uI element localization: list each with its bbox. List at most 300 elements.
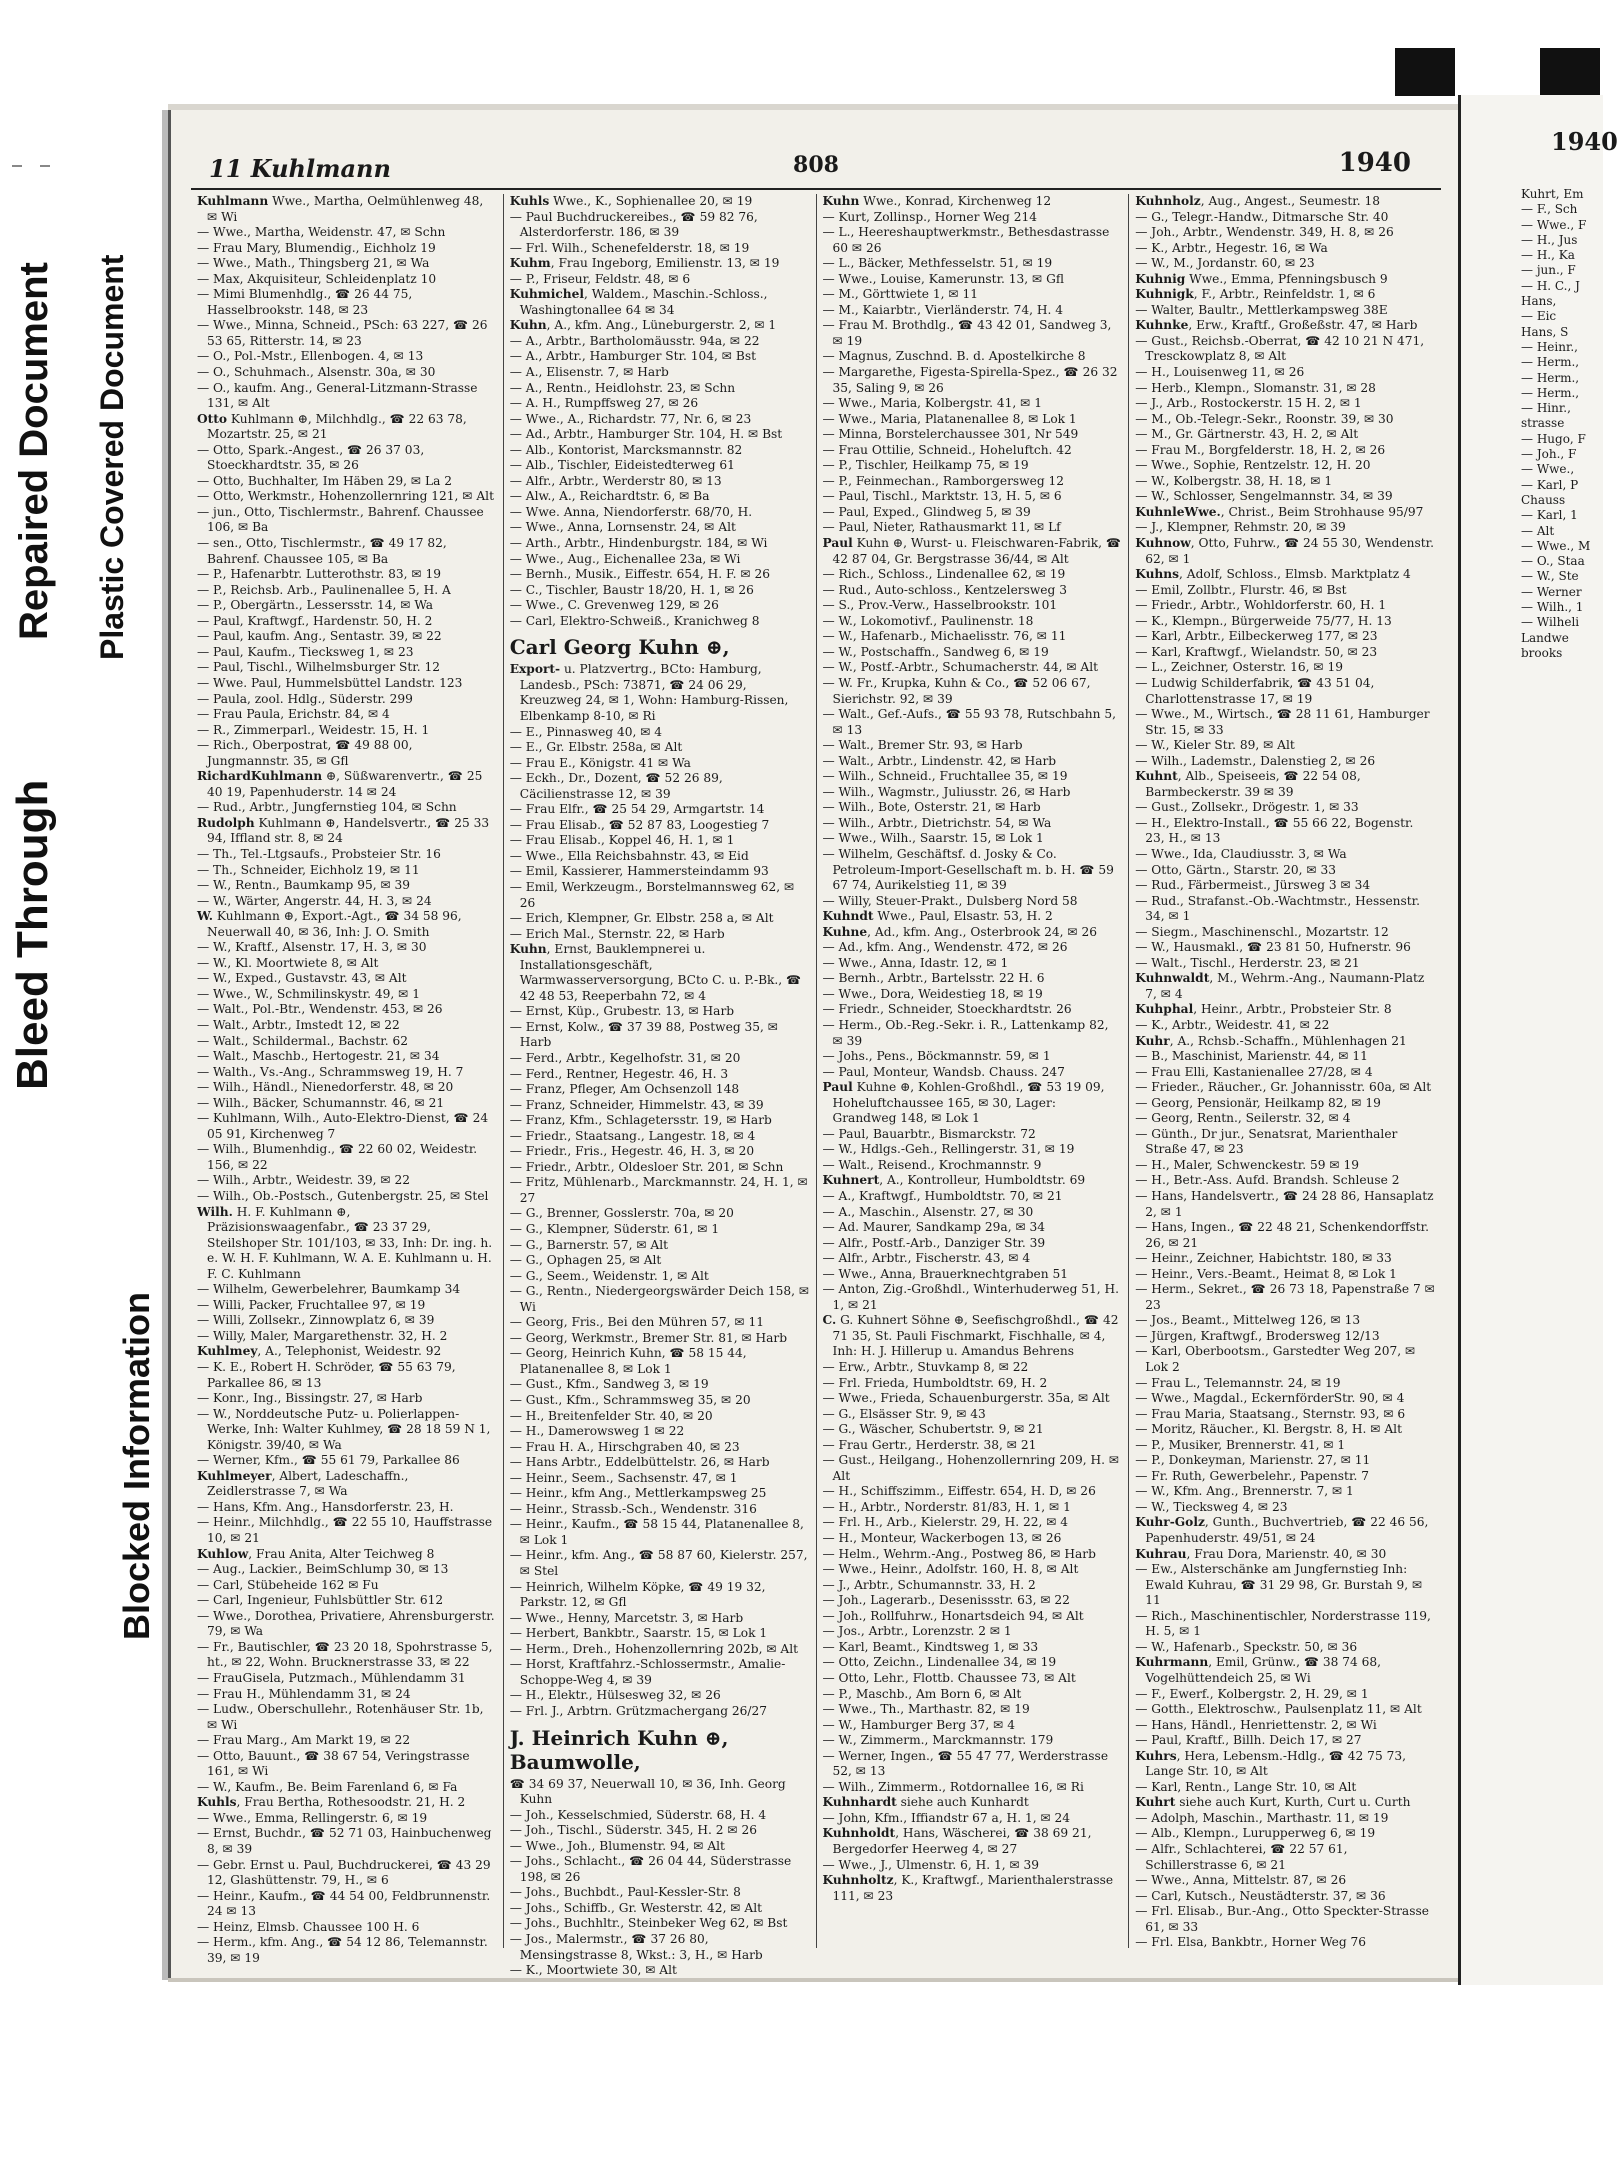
directory-entry: — Walt., Bremer Str. 93, ✉ Harb (822, 738, 1023, 753)
adjacent-page-line: — Wilh., 1 (1521, 600, 1584, 615)
directory-entry: — Frau H. A., Hirschgraben 40, ✉ 23 (509, 1439, 740, 1454)
directory-entry: — W., Hafenarb., Michaelisstr. 76, ✉ 11 (822, 629, 1067, 644)
adjacent-page-line: — Herm., (1521, 355, 1580, 370)
directory-entry: — Friedr., Fris., Hegestr. 46, H. 3, ✉ 20 (509, 1144, 755, 1159)
directory-entry: — Otto, Bauunt., ☎ 38 67 54, Veringstrasse 161, ✉ Wi (197, 1748, 470, 1779)
directory-entry: — Mimi Blumenhdlg., ☎ 26 44 75, Hasselbrookstr. 148, ✉ 23 (197, 287, 413, 317)
directory-entry: — Ew., Alsterschänke am Jungfernstieg Inh: Ewald Kuhrau, ☎ 31 29 98, Gr. Burstah 9, ✉ 11 (1135, 1562, 1423, 1608)
directory-entry: — P., Hafenarbtr. Lutterothstr. 83, ✉ 19 (197, 567, 442, 582)
directory-entry: — Max, Akquisiteur, Schleidenplatz 10 (197, 271, 437, 286)
directory-entry: — Magnus, Zuschnd. B. d. Apostelkirche 8 (822, 349, 1086, 364)
directory-entry: — Wilh., Arbtr., Weidestr. 39, ✉ 22 (197, 1173, 410, 1188)
directory-entry: — Otto, Buchhalter, Im Häben 29, ✉ La 2 (197, 473, 452, 488)
directory-entry: — Herbert, Bankbtr., Saarstr. 15, ✉ Lok 1 (509, 1626, 768, 1641)
directory-entry: — Alfr., Postf.-Arb., Danziger Str. 39 (822, 1235, 1046, 1250)
directory-entry: — Herm., Dreh., Hohenzollernring 202b, ✉ Alt (509, 1641, 799, 1656)
directory-entry: — W., Kolbergstr. 38, H. 18, ✉ 1 (1135, 473, 1333, 488)
directory-entry: — O., Schuhmach., Alsenstr. 30a, ✉ 30 (197, 365, 436, 380)
directory-entry: — Minna, Borstelerchaussee 301, Nr 549 (822, 427, 1079, 442)
directory-entry: — P., Maschb., Am Born 6, ✉ Alt (822, 1686, 1022, 1701)
directory-entry: — A., Rentn., Heidlohstr. 23, ✉ Schn (509, 380, 736, 395)
directory-entry: KuhnleWwe., Christ., Beim Strohhause 95/97 (1135, 504, 1424, 519)
directory-entry: — Heinr., Zeichner, Habichtstr. 180, ✉ 33 (1135, 1251, 1392, 1266)
directory-entry: Kuhls, Frau Bertha, Rothesoodstr. 21, H. 2 (197, 1795, 466, 1810)
directory-entry: — Wwe., Wilh., Saarstr. 15, ✉ Lok 1 (822, 831, 1044, 846)
directory-entry: — Jos., Malermstr., ☎ 37 26 80, Mensingstrasse 8, Wkst.: 3, H., ✉ Harb (509, 1931, 763, 1962)
directory-entry: — M., Ob.-Telegr.-Sekr., Roonstr. 39, ✉ 30 (1135, 411, 1394, 426)
directory-entry: — Siegm., Maschinenschl., Mozartstr. 12 (1135, 924, 1389, 939)
directory-entry: — Wwe., Dora, Weidestieg 18, ✉ 19 (822, 986, 1043, 1001)
directory-entry: — K., Arbtr., Hegestr. 16, ✉ Wa (1135, 240, 1328, 255)
directory-entry: Kuhn, Ernst, Bauklempnerei u. Installationsgeschäft, Warmwasserversorgung, BCto C. u. P.-Bk., ☎ 42 48 53, Reeperbahn 72, ✉ 4 (509, 942, 802, 1003)
directory-entry: — E., Pinnasweg 40, ✉ 4 (509, 724, 663, 739)
directory-entry: — Frau Elli, Kastanienallee 27/28, ✉ 4 (1135, 1064, 1373, 1079)
directory-entry: — sen., Otto, Tischlermstr., ☎ 49 17 82, Bahrenf. Chaussee 105, ✉ Ba (197, 536, 447, 566)
directory-entry: Rudolph Kuhlmann ⊕, Handelsvertr., ☎ 25 33 94, Iffland str. 8, ✉ 24 (197, 815, 490, 846)
directory-entry: Kuhnow, Otto, Fuhrw., ☎ 24 55 30, Wendenstr. 62, ✉ 1 (1135, 536, 1435, 566)
directory-entry: — W., Hausmakl., ☎ 23 81 50, Hufnerstr. 96 (1135, 940, 1411, 955)
directory-entry: — Wwe., M., Wirtsch., ☎ 28 11 61, Hamburger Str. 15, ✉ 33 (1135, 707, 1430, 737)
directory-entry: — Ernst, Kolw., ☎ 37 39 88, Postweg 35, ✉ Harb (509, 1019, 778, 1050)
directory-entry: — M., Kaiarbtr., Vierländerstr. 74, H. 4 (822, 302, 1063, 317)
directory-entry: — Wilh., Arbtr., Dietrichstr. 54, ✉ Wa (822, 815, 1052, 830)
directory-entry: — Herb., Klempn., Slomanstr. 31, ✉ 28 (1135, 380, 1376, 395)
directory-entry: Kuhnholdt, Hans, Wäscherei, ☎ 38 69 21, Bergedorfer Heerweg 4, ✉ 27 (822, 1826, 1092, 1856)
directory-entry: RichardKuhlmann ⊕, Süßwarenvertr., ☎ 25 40 19, Papenhuderstr. 14 ✉ 24 (197, 769, 483, 799)
directory-entry: — Ludw., Oberschullehr., Rotenhäuser Str. 1b, ✉ Wi (197, 1702, 484, 1732)
directory-entry: Kuhphal, Heinr., Arbtr., Probsteier Str. 8 (1135, 1002, 1392, 1017)
directory-entry: — Rich., Oberpostrat, ☎ 49 88 00, Jungmannstr. 35, ✉ Gfl (197, 738, 413, 768)
directory-entry: — Hans, Kfm. Ang., Hansdorferstr. 23, H. (197, 1499, 454, 1514)
header-year: 1940 (1338, 148, 1411, 178)
directory-entry: — C., Tischler, Baustr 18/20, H. 1, ✉ 26 (509, 582, 754, 597)
directory-entry: — P., Feinmechan., Ramborgersweg 12 (822, 473, 1065, 488)
directory-entry: — Willi, Packer, Fruchtallee 97, ✉ 19 (197, 1297, 426, 1312)
directory-entry: — P., Donkeyman, Marienstr. 27, ✉ 11 (1135, 1453, 1371, 1468)
directory-entry: — Rud., Färbermeist., Jürsweg 3 ✉ 34 (1135, 878, 1371, 893)
directory-entry: — Wwe., Ella Reichsbahnstr. 43, ✉ Eid (509, 848, 749, 863)
directory-entry: — Alfr., Arbtr., Werderstr 80, ✉ 13 (509, 473, 722, 488)
directory-entry: Kuhne, Ad., kfm. Ang., Osterbrook 24, ✉ 26 (822, 924, 1098, 939)
directory-entry: — Carl, Elektro-Schweiß., Kranichweg 8 (509, 613, 760, 628)
directory-entry-highlight: Carl Georg Kuhn ⊕, (509, 635, 730, 660)
directory-entry: — W. Fr., Krupka, Kuhn & Co., ☎ 52 06 67, Sierichstr. 92, ✉ 39 (822, 675, 1091, 706)
directory-entry: — Jos., Arbtr., Lorenzstr. 2 ✉ 1 (822, 1624, 1012, 1639)
directory-entry: — Frau Marg., Am Markt 19, ✉ 22 (197, 1733, 411, 1748)
directory-entry: — Helm., Wehrm.-Ang., Postweg 86, ✉ Harb (822, 1546, 1096, 1561)
directory-entry: — K., Klempn., Bürgerweide 75/77, H. 13 (1135, 613, 1392, 628)
directory-entry: — Paul, Kaufm., Tiecksweg 1, ✉ 23 (197, 644, 414, 659)
directory-column-1 (191, 194, 504, 1965)
directory-entry: — S., Prov.-Verw., Hasselbrookstr. 101 (822, 598, 1058, 613)
directory-entry: — Gust., Zollsekr., Drögestr. 1, ✉ 33 (1135, 800, 1359, 815)
directory-entry: — Erich, Klempner, Gr. Elbstr. 258 a, ✉ Alt (509, 911, 774, 926)
directory-entry: — Wwe., Anna, Brauerknechtgraben 51 (822, 1266, 1068, 1281)
directory-entry: — W., Kaufm., Be. Beim Farenland 6, ✉ Fa (197, 1779, 458, 1794)
directory-entry: Kuhlmann Wwe., Martha, Oelmühlenweg 48, ✉ Wi (197, 194, 484, 224)
directory-entry: — Wwe., Anna, Mittelstr. 87, ✉ 26 (1135, 1873, 1347, 1888)
adjacent-page-line: — Alt (1521, 523, 1555, 538)
directory-entry: Paul Kuhn ⊕, Wurst- u. Fleischwaren-Fabrik, ☎ 42 87 04, Gr. Bergstrasse 36/44, ✉ Alt (822, 536, 1122, 566)
directory-entry: — J., Klempner, Rehmstr. 20, ✉ 39 (1135, 520, 1346, 535)
directory-entry: — Wwe., J., Ulmenstr. 6, H. 1, ✉ 39 (822, 1857, 1040, 1872)
directory-entry: — W., Kraftf., Alsenstr. 17, H. 3, ✉ 30 (197, 940, 427, 955)
directory-entry: — Wilh., Ob.-Postsch., Gutenbergstr. 25, ✉ Stel (197, 1189, 489, 1203)
directory-entry: — K., Moortwiete 30, ✉ Alt (509, 1963, 677, 1978)
directory-entry: — Johs., Schlacht., ☎ 26 04 44, Süderstrasse 198, ✉ 26 (509, 1854, 792, 1884)
directory-entry: — Paul, Tischl., Marktstr. 13, H. 5, ✉ 6 (822, 489, 1062, 504)
directory-entry: — Heinr., Vers.-Beamt., Heimat 8, ✉ Lok 1 (1135, 1266, 1397, 1281)
directory-entry: — Wilh., Zimmerm., Rotdornallee 16, ✉ Ri (822, 1779, 1084, 1794)
directory-entry: — Johs., Pens., Böckmannstr. 59, ✉ 1 (822, 1049, 1051, 1064)
directory-entry: — Otto, Gärtn., Starstr. 20, ✉ 33 (1135, 862, 1336, 877)
directory-entry: — Werner, Ingen., ☎ 55 47 77, Werderstrasse 52, ✉ 13 (822, 1748, 1109, 1779)
directory-entry: Kuhnholz, Aug., Angest., Seumestr. 18 (1135, 194, 1381, 208)
directory-entry: — Walt., Arbtr., Imstedt 12, ✉ 22 (197, 1017, 400, 1032)
directory-entry: — Wwe., Maria, Kolbergstr. 41, ✉ 1 (822, 396, 1042, 411)
directory-entry: — A. H., Rumpffsweg 27, ✉ 26 (509, 396, 699, 411)
directory-entry: Kuhnwaldt, M., Wehrm.-Ang., Naumann-Platz 7, ✉ 4 (1135, 971, 1425, 1001)
directory-entry: — Erw., Arbtr., Stuvkamp 8, ✉ 22 (822, 1360, 1029, 1375)
directory-entry: Kuhns, Adolf, Schloss., Elmsb. Marktplatz 4 (1135, 567, 1411, 582)
directory-entry: — Alb., Kontorist, Marcksmannstr. 82 (509, 442, 743, 457)
directory-entry: — P., Musiker, Brennerstr. 41, ✉ 1 (1135, 1437, 1346, 1452)
scanned-page (168, 110, 1461, 1980)
directory-entry: Kuhn Wwe., Konrad, Kirchenweg 12 (822, 194, 1052, 208)
directory-entry: — Gotth., Elektroschw., Paulsenplatz 11, ✉ Alt (1135, 1702, 1422, 1717)
directory-entry: — Fr. Ruth, Gewerbelehr., Papenstr. 7 (1135, 1468, 1369, 1483)
directory-entry: — J., Arbtr., Schumannstr. 33, H. 2 (822, 1577, 1036, 1592)
directory-entry: — E., Gr. Elbstr. 258a, ✉ Alt (509, 740, 683, 755)
directory-entry: — Frau Mary, Blumendig., Eichholz 19 (197, 240, 436, 255)
directory-entry: — jun., Otto, Tischlermstr., Bahrenf. Chaussee 106, ✉ Ba (197, 504, 484, 535)
directory-entry: — Rud., Auto-schloss., Kentzelersweg 3 (822, 582, 1067, 597)
directory-entry: — Friedr., Schneider, Stoeckhardtstr. 26 (822, 1002, 1072, 1017)
directory-entry: — Paul, Bauarbtr., Bismarckstr. 72 (822, 1126, 1036, 1141)
directory-entry: — Georg, Fris., Bei den Mühren 57, ✉ 11 (509, 1315, 764, 1330)
directory-entry: — W., Hafenarb., Speckstr. 50, ✉ 36 (1135, 1639, 1358, 1654)
directory-entry: Kuhnert, A., Kontrolleur, Humboldtstr. 69 (822, 1173, 1086, 1188)
header-page-number: 808 (793, 152, 839, 178)
directory-entry: — Jos., Beamt., Mittelweg 126, ✉ 13 (1135, 1313, 1361, 1328)
directory-entry: — A., Maschin., Alsenstr. 27, ✉ 30 (822, 1204, 1034, 1219)
directory-entry: — Otto, Lehr., Flottb. Chaussee 73, ✉ Alt (822, 1670, 1076, 1685)
directory-entry: — P., Reichsb. Arb., Paulinenallee 5, H. A (197, 582, 451, 597)
directory-entry: — Günth., Dr jur., Senatsrat, Marienthaler Straße 47, ✉ 23 (1135, 1126, 1398, 1157)
directory-entry: Kuhls Wwe., K., Sophienallee 20, ✉ 19 (509, 194, 753, 208)
directory-entry: — Frau Elisab., ☎ 52 87 83, Loogestieg 7 (509, 817, 770, 832)
directory-entry: — Wwe., Th., Marthastr. 82, ✉ 19 (822, 1702, 1030, 1717)
adjacent-page-line: Kuhrt, Em (1521, 187, 1584, 201)
directory-entry: Kuhlmey, A., Telephonist, Weidestr. 92 (197, 1344, 442, 1359)
directory-entry: — Margarethe, Figesta-Spirella-Spez., ☎ 26 32 35, Saling 9, ✉ 26 (822, 365, 1118, 395)
label-repaired-document: Repaired Document (12, 262, 56, 640)
directory-entry: — Aug., Lackier., BeimSchlump 30, ✉ 13 (197, 1562, 449, 1577)
directory-entry: — Carl, Kutsch., Neustädterstr. 37, ✉ 36 (1135, 1888, 1386, 1903)
directory-entry: — Friedr., Staatsang., Langestr. 18, ✉ 4 (509, 1128, 756, 1143)
directory-entry: — Carl, Ingenieur, Fuhlsbüttler Str. 612 (197, 1593, 444, 1608)
directory-entry: — W., Wärter, Angerstr. 44, H. 3, ✉ 24 (197, 893, 432, 908)
directory-entry: — Wilh., Bäcker, Schumannstr. 46, ✉ 21 (197, 1095, 445, 1110)
directory-entry: — Georg, Heinrich Kuhn, ☎ 58 15 44, Platanenallee 8, ✉ Lok 1 (509, 1346, 747, 1376)
directory-entry: — Kurt, Zollinsp., Horner Weg 214 (822, 209, 1037, 224)
directory-entry: — Wilhelm, Geschäftsf. d. Josky & Co. Petroleum-Import-Gesellschaft m. b. H. ☎ 59 67 74, Aurikelstieg 11, ✉ 39 (822, 846, 1114, 893)
directory-entry: — Heinr., Seem., Sachsenstr. 47, ✉ 1 (509, 1470, 738, 1485)
directory-entry: — Frl. Elisab., Bur.-Ang., Otto Speckter-Strasse 61, ✉ 33 (1135, 1904, 1429, 1934)
directory-entry: — W., Schlosser, Sengelmannstr. 34, ✉ 39 (1135, 489, 1393, 504)
directory-entry: — Johs., Buchhltr., Steinbeker Weg 62, ✉ Bst (509, 1916, 788, 1931)
directory-entry: — Wwe., Anna, Idastr. 12, ✉ 1 (822, 955, 1009, 970)
directory-entry: Kuhn, A., kfm. Ang., Lüneburgerstr. 2, ✉ 1 (509, 318, 777, 333)
adjacent-page-line: — Wwe., F (1521, 217, 1587, 232)
directory-entry: — Wwe., Louise, Kamerunstr. 13, ✉ Gfl (822, 271, 1065, 286)
directory-entry: — Georg, Rentn., Seilerstr. 32, ✉ 4 (1135, 1111, 1351, 1126)
directory-entry: — G., Barnerstr. 57, ✉ Alt (509, 1237, 668, 1252)
directory-entry: — Frau M. Brothdlg., ☎ 43 42 01, Sandweg 3, ✉ 19 (822, 318, 1112, 348)
blocked-corner (1395, 48, 1455, 96)
directory-entry: — Frau Elisab., Koppel 46, H. 1, ✉ 1 (509, 833, 735, 848)
directory-entry: — Frau Maria, Staatsang., Sternstr. 93, ✉ 6 (1135, 1406, 1406, 1421)
directory-entry: Otto Kuhlmann ⊕, Milchhdlg., ☎ 22 63 78, Mozartstr. 25, ✉ 21 (197, 411, 467, 442)
directory-entry: W. Kuhlmann ⊕, Export.-Agt., ☎ 34 58 96, Neuerwall 40, ✉ 36, Inh: J. O. Smith (197, 909, 462, 939)
directory-entry: — Wwe., C. Grevenweg 129, ✉ 26 (509, 598, 719, 613)
directory-entry: — Gebr. Ernst u. Paul, Buchdruckerei, ☎ 43 29 12, Glashüttenstr. 79, H., ✉ 6 (197, 1857, 491, 1888)
adjacent-page-line: — Heinr., (1521, 339, 1578, 354)
directory-entry: — G., Telegr.-Handw., Ditmarsche Str. 40 (1135, 209, 1389, 224)
adjacent-page-line: strasse (1521, 416, 1565, 431)
adjacent-page-line: Landwe (1521, 630, 1569, 645)
directory-entry: — Th., Schneider, Eichholz 19, ✉ 11 (197, 862, 420, 877)
directory-entry: Kuhnholtz, K., Kraftwgf., Marienthalerstrasse 111, ✉ 23 (822, 1873, 1114, 1903)
directory-entry: — H., Breitenfelder Str. 40, ✉ 20 (509, 1408, 713, 1423)
directory-entry: — W., Lokomotivf., Paulinenstr. 18 (822, 613, 1034, 628)
directory-entry: ☎ 34 69 37, Neuerwall 10, ✉ 36, Inh. Georg Kuhn (509, 1776, 786, 1807)
directory-entry: — M., Görttwiete 1, ✉ 11 (822, 287, 978, 302)
directory-entry: — Walt., Tischl., Herderstr. 23, ✉ 21 (1135, 955, 1360, 970)
adjacent-page-line: — Hinr., (1521, 401, 1571, 416)
directory-entry: — Friedr., Arbtr., Oldesloer Str. 201, ✉ Schn (509, 1159, 784, 1174)
directory-entry: — Wwe., Dorothea, Privatiere, Ahrensburgerstr. 79, ✉ Wa (197, 1608, 495, 1639)
page-header (191, 148, 1441, 190)
directory-entry: — Paul, Monteur, Wandsb. Chauss. 247 (822, 1064, 1065, 1079)
directory-entry: — R., Zimmerparl., Weidestr. 15, H. 1 (197, 722, 430, 737)
directory-entry: Kuhlow, Frau Anita, Alter Teichweg 8 (197, 1546, 435, 1561)
directory-entry: Kuhnt, Alb., Speiseeis, ☎ 22 54 08, Barmbeckerstr. 39 ✉ 39 (1135, 769, 1361, 799)
directory-entry: — H., Maler, Schwenckestr. 59 ✉ 19 (1135, 1157, 1359, 1172)
directory-entry: — Gust., Reichsb.-Oberrat, ☎ 42 10 21 N 471, Tresckowplatz 8, ✉ Alt (1135, 333, 1425, 364)
directory-entry: — Herm., Sekret., ☎ 26 73 18, Papenstraße 7 ✉ 23 (1135, 1282, 1435, 1312)
directory-entry: — Werner, Kfm., ☎ 55 61 79, Parkallee 86 (197, 1453, 460, 1468)
directory-entry: — Horst, Kraftfahrz.-Schlossermstr., Amalie-Schoppe-Weg 4, ✉ 39 (509, 1657, 786, 1687)
directory-entry: — Frl. Elsa, Bankbtr., Horner Weg 76 (1135, 1935, 1367, 1950)
directory-entry: — Frieder., Räucher., Gr. Johannisstr. 60a, ✉ Alt (1135, 1080, 1432, 1095)
directory-entry: — Frl. J., Arbtrn. Grützmachergang 26/27 (509, 1703, 768, 1718)
directory-entry: — Joh., Kesselschmied, Süderstr. 68, H. 4 (509, 1807, 767, 1822)
directory-entry: — Hans, Händl., Henriettenstr. 2, ✉ Wi (1135, 1717, 1377, 1732)
directory-entry: — W., Norddeutsche Putz- u. Polierlappen-Werke, Inh: Walter Kuhlmey, ☎ 28 18 59 N 1, Königstr. 39/40, ✉ Wa (197, 1406, 491, 1452)
adjacent-page-line: — H. C., J (1521, 278, 1580, 293)
adjacent-page-line: — Joh., F (1521, 447, 1577, 462)
directory-entry: — Joh., Tischl., Süderstr. 345, H. 2 ✉ 26 (509, 1823, 758, 1838)
directory-entry: — Johs., Buchbdt., Paul-Kessler-Str. 8 (509, 1885, 741, 1900)
directory-entry: — M., Gr. Gärtnerstr. 43, H. 2, ✉ Alt (1135, 427, 1359, 442)
directory-entry: — K., Arbtr., Weidestr. 41, ✉ 22 (1135, 1017, 1330, 1032)
directory-entry: — Erich Mal., Sternstr. 22, ✉ Harb (509, 926, 725, 941)
directory-entry: — Emil, Zollbtr., Flurstr. 46, ✉ Bst (1135, 582, 1347, 597)
directory-entry: — Wilh., Lademstr., Dalenstieg 2, ✉ 26 (1135, 753, 1376, 768)
directory-entry: — Herm., kfm. Ang., ☎ 54 12 86, Telemannstr. 39, ✉ 19 (197, 1935, 488, 1965)
directory-entry: — Ferd., Arbtr., Kegelhofstr. 31, ✉ 20 (509, 1050, 741, 1065)
directory-entry: — Adolph, Maschin., Marthastr. 11, ✉ 19 (1135, 1810, 1389, 1825)
adjacent-page-lines (1521, 187, 1603, 661)
directory-entry: Kuhlmeyer, Albert, Ladeschaffn., Zeidlerstrasse 7, ✉ Wa (197, 1468, 409, 1499)
directory-entry: — Heinr., Kaufm., ☎ 44 54 00, Feldbrunnenstr. 24 ✉ 13 (197, 1888, 491, 1919)
adjacent-page-line: — Hugo, F (1521, 431, 1586, 446)
directory-entry: C. G. Kuhnert Söhne ⊕, Seefischgroßhdl., ☎ 42 71 35, St. Pauli Fischmarkt, Fischhalle, ✉ 4, Inh: H. J. Hillerup u. Amandus Behrens (822, 1313, 1119, 1359)
directory-entry: — Frau Paula, Erichstr. 84, ✉ 4 (197, 707, 390, 722)
directory-entry: — W., Postschaffn., Sandweg 6, ✉ 19 (822, 644, 1049, 659)
directory-entry: — Walt., Arbtr., Lindenstr. 42, ✉ Harb (822, 753, 1057, 768)
directory-entry: — Otto, Zeichn., Lindenallee 34, ✉ 19 (822, 1655, 1057, 1670)
directory-entry: Paul Kuhne ⊕, Kohlen-Großhdl., ☎ 53 19 09, Hoheluftchaussee 165, ✉ 30, Lager: Grandweg 148, ✉ Lok 1 (822, 1080, 1105, 1126)
directory-entry: — W., Hamburger Berg 37, ✉ 4 (822, 1717, 1015, 1732)
directory-entry: — Frl. Frieda, Humboldtstr. 69, H. 2 (822, 1375, 1048, 1390)
directory-entry: — W., M., Jordanstr. 60, ✉ 23 (1135, 256, 1315, 271)
directory-entry: — O., Pol.-Mstr., Ellenbogen. 4, ✉ 13 (197, 349, 424, 364)
directory-entry: — Paul, Nieter, Rathausmarkt 11, ✉ Lf (822, 520, 1061, 535)
directory-entry: — Walter, Baultr., Mettlerkampsweg 38E (1135, 302, 1388, 317)
directory-entry: — W., Rentn., Baumkamp 95, ✉ 39 (197, 878, 411, 893)
adjacent-page-line: Chauss (1521, 492, 1566, 507)
directory-entry: — Frau Gertr., Herderstr. 38, ✉ 21 (822, 1437, 1037, 1452)
directory-entry: Kuhnig Wwe., Emma, Pfenningsbusch 9 (1135, 271, 1388, 286)
directory-entry: — W., Exped., Gustavstr. 43, ✉ Alt (197, 971, 407, 986)
directory-entry: — Rud., Arbtr., Jungfernstieg 104, ✉ Schn (197, 800, 457, 815)
directory-entry: — Ferd., Rentner, Hegestr. 46, H. 3 (509, 1066, 729, 1081)
directory-entry: — G., Wäscher, Schubertstr. 9, ✉ 21 (822, 1422, 1044, 1437)
directory-entry: — Anton, Zig.-Großhdl., Winterhuderweg 51, H. 1, ✉ 21 (822, 1282, 1120, 1312)
directory-entry: Kuhr, A., Rchsb.-Schaffn., Mühlenhagen 21 (1135, 1033, 1407, 1048)
directory-entry: — Moritz, Räucher., Kl. Bergstr. 8, H. ✉ Alt (1135, 1422, 1402, 1437)
directory-entry: — Franz, Schneider, Himmelstr. 43, ✉ 39 (509, 1097, 764, 1112)
directory-entry-highlight: J. Heinrich Kuhn ⊕, Baumwolle, (509, 1725, 729, 1774)
directory-entry: — Frau Elfr., ☎ 25 54 29, Armgartstr. 14 (509, 802, 765, 817)
adjacent-page-line: — Wwe., (1521, 462, 1575, 477)
directory-entry: — H., Monteur, Wackerbogen 13, ✉ 26 (822, 1531, 1062, 1546)
directory-entry: — Heinr., Milchhdlg., ☎ 22 55 10, Hauffstrasse 10, ✉ 21 (197, 1515, 493, 1546)
directory-entry: — Karl, Arbtr., Eilbeckerweg 177, ✉ 23 (1135, 629, 1378, 644)
directory-entry: — Herm., Ob.-Reg.-Sekr. i. R., Lattenkamp 82, ✉ 39 (822, 1017, 1109, 1048)
adjacent-page-line: — W., Ste (1521, 569, 1579, 584)
directory-entry: — W., Tiecksweg 4, ✉ 23 (1135, 1499, 1288, 1514)
adjacent-page-line: — H., Ka (1521, 248, 1575, 263)
directory-entry: — Alb., Tischler, Eideistedterweg 61 (509, 458, 735, 473)
adjacent-page-line: — jun., F (1521, 263, 1576, 278)
directory-entry: — Walt., Maschb., Hertogestr. 21, ✉ 34 (197, 1049, 440, 1064)
directory-entry: Kuhrt siehe auch Kurt, Kurth, Curt u. Curth (1135, 1795, 1411, 1810)
directory-entry: — John, Kfm., Iffiandstr 67 a, H. 1, ✉ 24 (822, 1810, 1071, 1825)
directory-entry: — A., Arbtr., Hamburger Str. 104, ✉ Bst (509, 349, 756, 364)
directory-entry: — Paul, Kraftf., Billh. Deich 17, ✉ 27 (1135, 1733, 1362, 1748)
directory-entry: — G., Elsässer Str. 9, ✉ 43 (822, 1406, 986, 1421)
directory-entry: — Wwe., Heinr., Adolfstr. 160, H. 8, ✉ Alt (822, 1562, 1079, 1577)
adjacent-page-line: — Herm., (1521, 370, 1580, 385)
directory-entry: — Heinz, Elmsb. Chaussee 100 H. 6 (197, 1919, 420, 1934)
directory-entry: — Wwe., Aug., Eichenallee 23a, ✉ Wi (509, 551, 741, 566)
directory-entry: — Wwe. Anna, Niendorferstr. 68/70, H. (509, 504, 753, 519)
adjacent-page-line: — Werner (1521, 584, 1582, 599)
dash-mark (40, 165, 50, 167)
directory-entry: — Jürgen, Kraftwgf., Brodersweg 12/13 (1135, 1328, 1380, 1343)
directory-entry: — W., Kieler Str. 89, ✉ Alt (1135, 738, 1295, 753)
adjacent-page-line: Hans, (1521, 294, 1557, 309)
directory-entry: — Frl. H., Arb., Kielerstr. 29, H. 22, ✉ 4 (822, 1515, 1069, 1530)
directory-entry: Kuhrau, Frau Dora, Marienstr. 40, ✉ 30 (1135, 1546, 1387, 1561)
directory-entry: — Wilh., Schneid., Fruchtallee 35, ✉ 19 (822, 769, 1068, 784)
directory-entry: Kuhnke, Erw., Kraftf., Großeßstr. 47, ✉ Harb (1135, 318, 1418, 333)
directory-entry: — Heinr., Kaufm., ☎ 58 15 44, Platanenallee 8, ✉ Lok 1 (509, 1517, 804, 1547)
directory-entry: Kuhrmann, Emil, Grünw., ☎ 38 74 68, Vogelhüttendeich 25, ✉ Wi (1135, 1655, 1382, 1685)
directory-column-3 (817, 194, 1130, 1948)
directory-entry: — B., Maschinist, Marienstr. 44, ✉ 11 (1135, 1049, 1368, 1064)
directory-entry: Kuhnhardt siehe auch Kunhardt (822, 1795, 1029, 1810)
directory-entry: — Franz, Kfm., Schlagetersstr. 19, ✉ Harb (509, 1113, 772, 1128)
adjacent-page-line: — Wilheli (1521, 615, 1580, 630)
directory-entry: — Walt., Pol.-Btr., Wendenstr. 453, ✉ 26 (197, 1002, 443, 1017)
directory-entry: — W., Hdlgs.-Geh., Rellingerstr. 31, ✉ 19 (822, 1142, 1075, 1157)
directory-entry: — Wwe., Math., Thingsberg 21, ✉ Wa (197, 256, 430, 271)
directory-entry: — Karl, Oberbootsm., Garstedter Weg 207, ✉ Lok 2 (1135, 1344, 1416, 1375)
directory-entry: — Fritz, Mühlenarb., Marckmannstr. 24, H. 1, ✉ 27 (509, 1175, 808, 1205)
directory-entry: — Heinr., kfm. Ang., ☎ 58 87 60, Kielerstr. 257, ✉ Stel (509, 1548, 808, 1579)
directory-entry: Kuhmichel, Waldem., Maschin.-Schloss., Washingtonallee 64 ✉ 34 (509, 287, 768, 317)
directory-entry: — Hans Arbtr., Eddelbüttelstr. 26, ✉ Harb (509, 1455, 770, 1470)
directory-entry: — G., Brenner, Gosslerstr. 70a, ✉ 20 (509, 1206, 734, 1221)
directory-entry: — Paul, Tischl., Wilhelmsburger Str. 12 (197, 660, 441, 675)
directory-entry: — Wilhelm, Gewerbelehrer, Baumkamp 34 (197, 1282, 461, 1297)
directory-entry: — Franz, Pfleger, Am Ochsenzoll 148 (509, 1082, 740, 1097)
header-running-title: 11 Kuhlmann (209, 154, 391, 183)
directory-entry: — Frau M., Borgfelderstr. 18, H. 2, ✉ 26 (1135, 442, 1386, 457)
directory-entry: — P., Obergärtn., Lessersstr. 14, ✉ Wa (197, 598, 434, 613)
directory-entry: — F., Ewerf., Kolbergstr. 2, H. 29, ✉ 1 (1135, 1686, 1369, 1701)
directory-entry: — Paula, zool. Hdlg., Süderstr. 299 (197, 691, 413, 706)
directory-entry: — W., Kfm. Ang., Brennerstr. 7, ✉ 1 (1135, 1484, 1354, 1499)
directory-entry: — Hans, Ingen., ☎ 22 48 21, Schenkendorffstr. 26, ✉ 21 (1135, 1220, 1429, 1250)
directory-entry: — Ludwig Schilderfabrik, ☎ 43 51 04, Charlottenstrasse 17, ✉ 19 (1135, 675, 1375, 706)
directory-columns (191, 194, 1441, 1978)
directory-entry: — Wwe., Frieda, Schauenburgerstr. 35a, ✉ Alt (822, 1391, 1110, 1406)
directory-entry: — H., Schiffszimm., Eiffestr. 654, H. D, ✉ 26 (822, 1484, 1096, 1499)
directory-entry: — H., Elektr., Hülsesweg 32, ✉ 26 (509, 1688, 721, 1703)
directory-entry: — Johs., Schiffb., Gr. Westerstr. 42, ✉ Alt (509, 1900, 762, 1915)
directory-entry: — W., Zimmerm., Marckmannstr. 179 (822, 1733, 1054, 1748)
directory-entry: — Wwe., Minna, Schneid., PSch: 63 227, ☎ 26 53 65, Ritterstr. 14, ✉ 23 (197, 318, 488, 348)
directory-entry: — Ad., Arbtr., Hamburger Str. 104, H. ✉ Bst (509, 427, 783, 442)
directory-entry: — Gust., Heilgang., Hohenzollernring 209, H. ✉ Alt (822, 1453, 1120, 1483)
directory-entry: — Wwe., W., Schmilinskystr. 49, ✉ 1 (197, 986, 421, 1001)
directory-entry: — Th., Tel.-Ltgsaufs., Probsteier Str. 16 (197, 846, 441, 861)
directory-entry: — Ernst, Küp., Grubestr. 13, ✉ Harb (509, 1004, 735, 1019)
directory-entry: — Willy, Maler, Margarethenstr. 32, H. 2 (197, 1328, 448, 1343)
directory-entry: — H., Elektro-Install., ☎ 55 66 22, Bogenstr. 23, H., ✉ 13 (1135, 815, 1414, 846)
directory-entry: — A., Arbtr., Bartholomäusstr. 94a, ✉ 22 (509, 333, 760, 348)
directory-entry: — Joh., Arbtr., Wendenstr. 349, H. 8, ✉ 26 (1135, 225, 1394, 240)
directory-entry: — Frau H., Mühlendamm 31, ✉ 24 (197, 1686, 411, 1701)
directory-entry: — Eckh., Dr., Dozent, ☎ 52 26 89, Cäcilienstrasse 12, ✉ 39 (509, 771, 723, 801)
directory-column-2 (504, 194, 817, 1978)
directory-entry: — A., Kraftwgf., Humboldtstr. 70, ✉ 21 (822, 1189, 1063, 1203)
